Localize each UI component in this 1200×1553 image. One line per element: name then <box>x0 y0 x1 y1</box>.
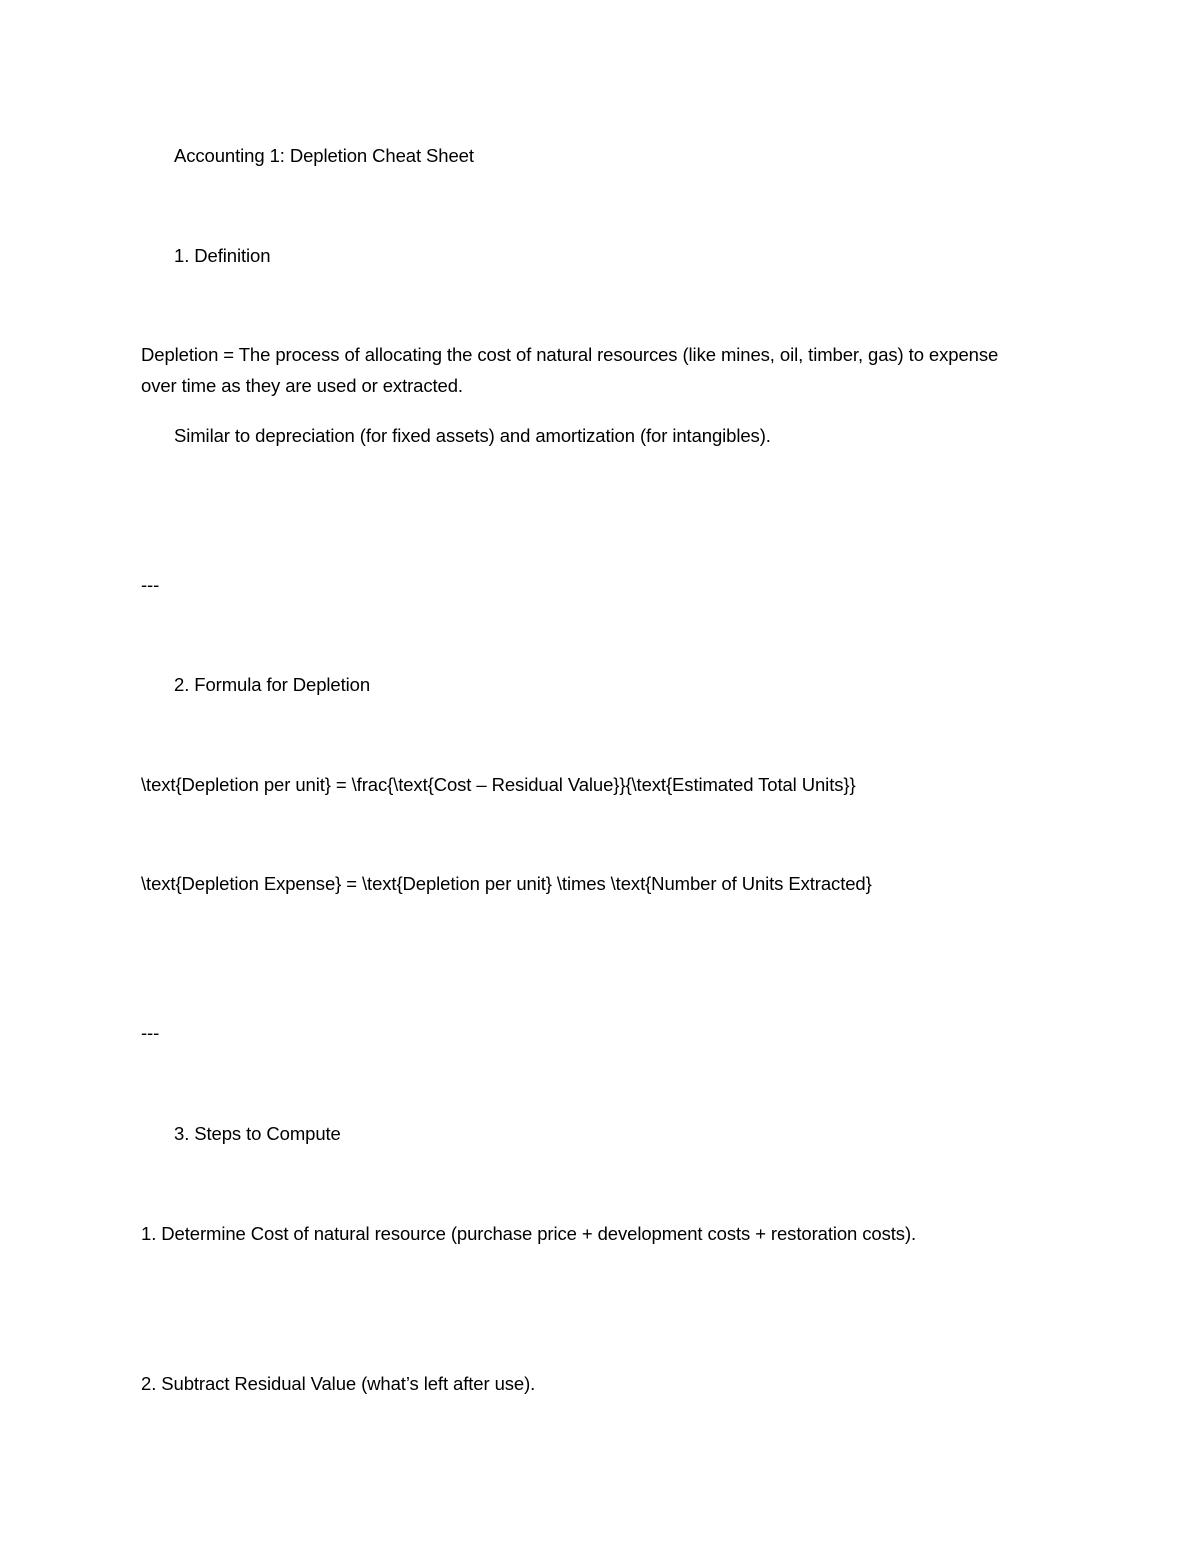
similar-note: Similar to depreciation (for fixed assets) and amortization (for intangibles). <box>174 425 771 446</box>
document-title: Accounting 1: Depletion Cheat Sheet <box>174 145 474 166</box>
step-item-1: 1. Determine Cost of natural resource (purchase price + development costs + restoration costs). <box>141 1223 917 1244</box>
formula-depletion-per-unit: \text{Depletion per unit} = \frac{\text{Cost – Residual Value}}{\text{Estimated Total Units}} <box>141 774 856 795</box>
section-heading-definition: 1. Definition <box>174 245 271 266</box>
separator: --- <box>141 574 160 595</box>
definition-paragraph: Depletion = The process of allocating the cost of natural resources (like mines, oil, timber, gas) to expense over time as they are used or extracted. <box>141 344 999 396</box>
formula-depletion-expense: \text{Depletion Expense} = \text{Depletion per unit} \times \text{Number of Units Extracted} <box>141 873 872 894</box>
separator: --- <box>141 1022 160 1043</box>
section-heading-steps: 3. Steps to Compute <box>174 1123 341 1144</box>
section-heading-formula: 2. Formula for Depletion <box>174 674 371 695</box>
step-item-2: 2. Subtract Residual Value (what’s left after use). <box>141 1373 536 1394</box>
